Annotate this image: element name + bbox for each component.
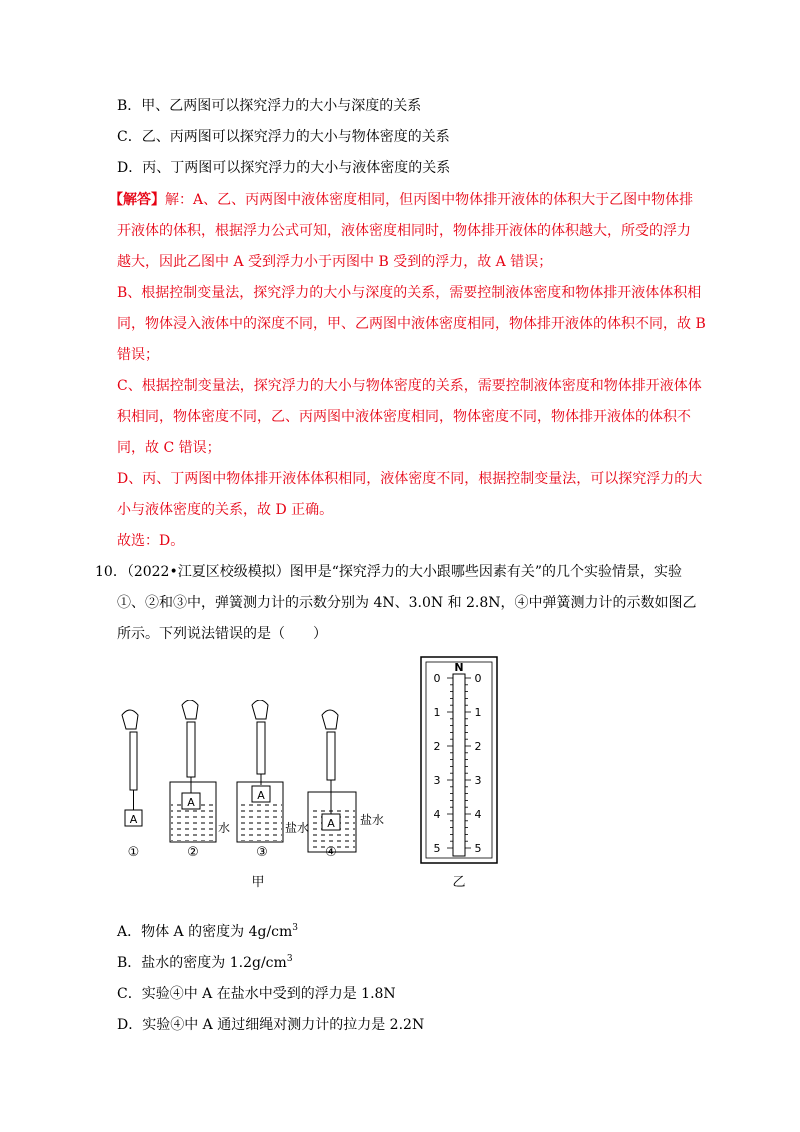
answer-line-7: C、根据控制变量法，探究浮力的大小与物体密度的关系，需要控制液体密度和物体排开液体体 <box>117 378 702 394</box>
spring-scale <box>327 732 335 780</box>
figure-yi <box>420 656 500 891</box>
answer-line-11: 小与液体密度的关系，故 D 正确。 <box>117 502 334 518</box>
setup-2-label: ② <box>187 845 199 860</box>
answer-line-10: D、丙、丁两图中物体排开液体体积相同，液体密度不同，根据控制变量法，可以探究浮力的大 <box>117 471 703 487</box>
svg-text:A: A <box>257 789 265 802</box>
tick-label-left-1: 1 <box>433 706 441 719</box>
answer-line-8: 积相同，物体密度不同，乙、丙两图中液体密度相同，物体密度不同，物体排开液体的体积不 <box>117 409 691 425</box>
setup-4-label: ④ <box>325 845 337 860</box>
figure-yi-caption: 乙 <box>452 875 466 890</box>
answer-line-9: 同，故 C 错误； <box>117 440 221 456</box>
option-c: C．实验④中 A 在盐水中受到的浮力是 1.8N <box>117 986 396 1002</box>
unit-label: N <box>454 661 464 674</box>
tick-label-left-2: 2 <box>433 740 441 753</box>
spring-scale <box>257 722 265 774</box>
spring-scale <box>187 722 195 777</box>
tick-label-left-3: 3 <box>433 774 441 787</box>
water <box>171 804 215 841</box>
tick-label-left-0: 0 <box>433 672 441 685</box>
answer-tag: 【解答】 <box>109 192 165 208</box>
answer-line-6: 错误； <box>117 347 159 363</box>
question-line-2: ①、②和③中，弹簧测力计的示数分别为 4N、3.0N 和 2.8N，④中弹簧测力计的示数如图乙 <box>117 595 697 611</box>
liquid-label-salt-water: 盐水 <box>285 821 310 835</box>
setup-3-label: ③ <box>256 845 268 860</box>
question-line-1: 10．（2022•江夏区校级模拟）图甲是“探究浮力的大小跟哪些因素有关”的几个实验情景，实验 <box>95 564 683 580</box>
spring-scale <box>130 732 137 790</box>
option-a: A．物体 A 的密度为 $4g/cm^3$ <box>117 923 299 940</box>
option-c-prev: C．乙、丙两图可以探究浮力的大小与物体密度的关系 <box>117 129 450 145</box>
answer-line-2: 开液体的体积，根据浮力公式可知，液体密度相同时，物体排开液体的体积越大，所受的浮力 <box>117 223 691 239</box>
option-b-prev: B．甲、乙两图可以探究浮力的大小与深度的关系 <box>117 98 422 114</box>
hand-icon <box>182 700 198 719</box>
tick-label-right-4: 4 <box>474 808 482 821</box>
tick-label-right-3: 3 <box>474 774 482 787</box>
figure-jia <box>112 700 412 890</box>
answer-line-12: 故选：D。 <box>117 533 185 549</box>
tick-label-right-2: 2 <box>474 740 482 753</box>
option-d: D．实验④中 A 通过细绳对测力计的拉力是 2.2N <box>117 1017 425 1033</box>
setup-1-label: ① <box>127 845 140 860</box>
tick-label-right-5: 5 <box>474 842 482 855</box>
option-b: B．盐水的密度为 $1.2g/cm^3$ <box>117 954 293 971</box>
hand-icon <box>122 710 138 729</box>
answer-line-5: 同，物体浸入液体中的深度不同，甲、乙两图中液体密度相同，物体排开液体的体积不同，故 B <box>117 316 706 332</box>
setup-2 <box>170 700 230 860</box>
svg-text:A: A <box>187 796 195 809</box>
option-d-prev: D．丙、丁两图可以探究浮力的大小与液体密度的关系 <box>117 160 451 176</box>
scale-frame <box>421 657 497 863</box>
tick-label-right-1: 1 <box>474 706 482 719</box>
answer-line-3: 越大，因此乙图中 A 受到浮力小于丙图中 B 受到的浮力，故 A 错误； <box>117 254 553 270</box>
svg-text:A: A <box>327 817 335 830</box>
liquid-label-water: 水 <box>218 821 231 835</box>
figure-jia-caption: 甲 <box>251 875 265 890</box>
setup-1 <box>122 710 142 860</box>
hand-icon <box>322 710 338 729</box>
tick-label-left-4: 4 <box>433 808 441 821</box>
setup-4 <box>308 710 384 860</box>
setup-3 <box>237 700 309 860</box>
salt-water <box>238 804 282 841</box>
tick-label-right-0: 0 <box>474 672 482 685</box>
hand-icon <box>252 700 268 719</box>
tick-label-left-5: 5 <box>433 842 441 855</box>
liquid-label-salt-water: 盐水 <box>360 813 385 827</box>
answer-line-4: B、根据控制变量法，探究浮力的大小与深度的关系，需要控制液体密度和物体排开液体体积相 <box>117 285 702 301</box>
question-line-3: 所示。下列说法错误的是（ ） <box>117 626 327 642</box>
block-a-label: A <box>129 813 138 826</box>
answer-line-1: 【解答】解：A、乙、丙两图中液体密度相同，但丙图中物体排开液体的体积大于乙图中物体排 <box>109 192 694 208</box>
